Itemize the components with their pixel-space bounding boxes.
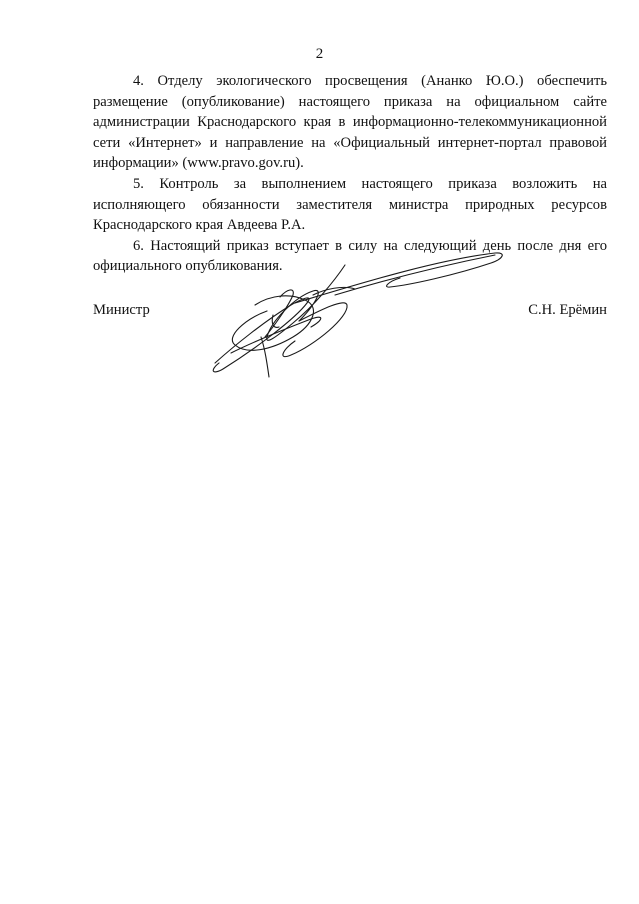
paragraph-item-6: 6. Настоящий приказ вступает в силу на следующий день после дня его официального опубликования. bbox=[93, 237, 607, 275]
signer-title: Министр bbox=[93, 302, 150, 318]
paragraph-item-4: 4. Отделу экологического просвещения (Ананко Ю.О.) обеспечить размещение (опубликование) настоящего приказа на официальном сайте администрации Краснодарского края в информационно-телекоммуникационной сети «Интернет» и направление на «Официальный интернет-портал правовой информации» (www.pravo.gov.ru). bbox=[93, 73, 607, 172]
signer-name: С.Н. Ерёмин bbox=[528, 302, 607, 318]
signature-block bbox=[93, 300, 607, 322]
paragraph-item-5: 5. Контроль за выполнением настоящего приказа возложить на исполняющего обязанности заместителя министра природных ресурсов Краснодарского края Авдеева Р.А. bbox=[93, 175, 607, 234]
page-number: 2 bbox=[315, 46, 324, 62]
